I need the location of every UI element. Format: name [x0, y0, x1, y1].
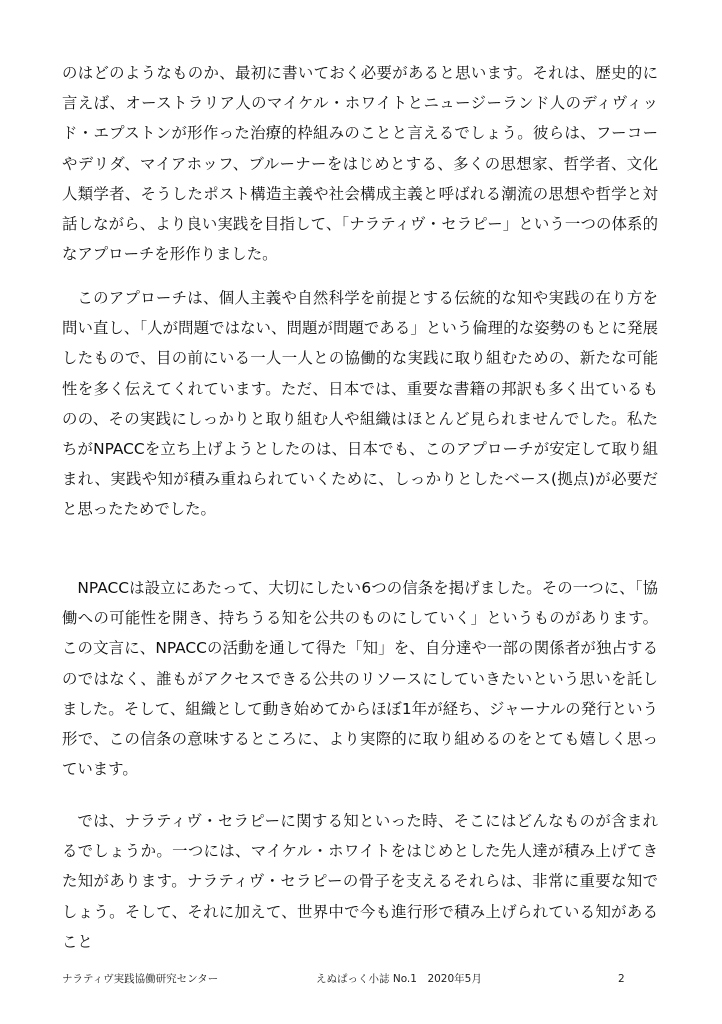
paragraph-text: のはどのようなものか、最初に書いておく必要があると思います。それは、歴史的に言えば、オーストラリア人のマイケル・ホワイトとニュージーランド人のディヴィッド・エプストンが形作った治療的枠組みのことと言えるでしょう。彼らは、フーコーやデリダ、マイアホッフ、ブルーナーをはじめとする、多くの思想家、哲学者、文化人類学者、そうしたポスト構造主義や社会構成主義と呼ばれる潮流の思想や哲学と対話しながら、より良い実践を目指して、「ナラティヴ・セラピー」という一つの体系的なアプローチを形作りました。 — [62, 64, 658, 264]
footer-issue: えぬぱっく小誌 No.1 2020年5月 — [316, 973, 482, 985]
paragraph-text: では、ナラティヴ・セラピーに関する知といった時、そこにはどんなものが含まれるでしょうか。一つには、マイケル・ホワイトをはじめとした先人達が積み上げてきた知があります。ナラティヴ・セラピーの骨子を支えるそれらは、非常に重要な知でしょう。そして、それに加えて、世界中で今も進行形で積み上げられている知があること — [62, 812, 658, 951]
body-paragraph-3 — [62, 573, 658, 784]
body-paragraph-4 — [62, 806, 658, 957]
paragraph-text: NPACCは設立にあたって、大切にしたい6つの信条を掲げました。その一つに、「協働への可能性を開き、持ちうる知を公共のものにしていく」というものがあります。この文言に、NPACCの活動を通して得た「知」を、自分達や一部の関係者が独占するのではなく、誰もがアクセスできる公共のリソースにしていきたいという思いを託しました。そして、組織として動き始めてからほぼ1年が経ち、ジャーナルの発行という形で、この信条の意味するところに、より実際的に取り組めるのをとても嬉しく思っています。 — [62, 579, 658, 779]
footer-organization: ナラティヴ実践協働研究センター — [62, 973, 219, 985]
body-paragraph-1 — [62, 58, 658, 269]
paragraph-text: このアプローチは、個人主義や自然科学を前提とする伝統的な知や実践の在り方を問い直し、「人が問題ではない、問題が問題である」という倫理的な姿勢のもとに発展したもので、目の前にいる一人一人との協働的な実践に取り組むための、新たな可能性を多く伝えてくれています。ただ、日本では、重要な書籍の邦訳も多く出ているものの、その実践にしっかりと取り組む人や組織はほとんど見られませんでした。私たちがNPACCを立ち上げようとしたのは、日本でも、このアプローチが安定して取り組まれ、実践や知が積み重ねられていくために、しっかりとしたベース(拠点)が必要だと思ったためでした。 — [62, 289, 658, 519]
body-paragraph-2 — [62, 283, 658, 525]
page-number: 2 — [618, 973, 625, 985]
